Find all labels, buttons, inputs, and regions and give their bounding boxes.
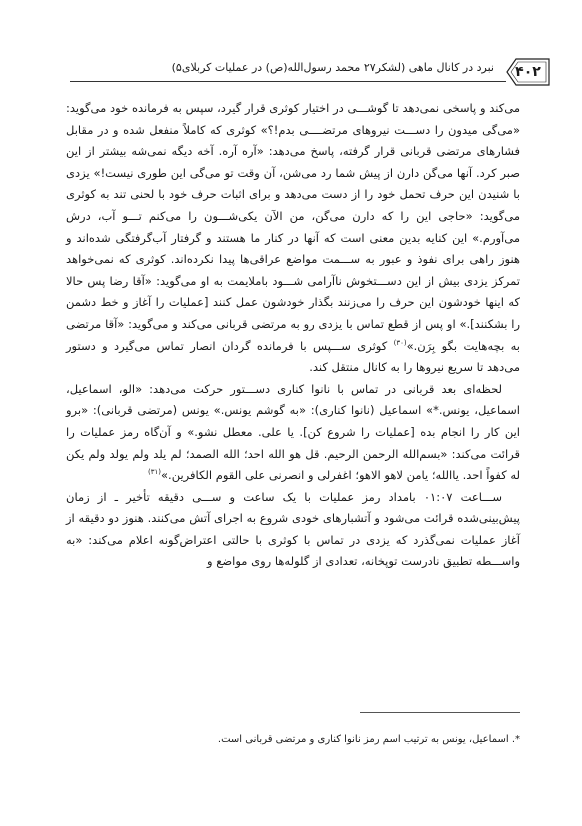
page-header <box>70 56 550 92</box>
paragraph-1 <box>66 98 520 379</box>
footnote-divider <box>360 712 520 713</box>
page-number-badge <box>506 58 550 86</box>
footnote: *. اسماعیل، یونس به ترتیب اسم رمز نانوا کناری و مرتضی قربانی است. <box>217 734 520 745</box>
page-number: ۴۰۲ <box>515 64 541 80</box>
reference-30: (۳۰) <box>393 338 407 347</box>
header-rule <box>70 81 506 82</box>
paragraph-3 <box>66 487 520 573</box>
main-text <box>66 98 520 573</box>
running-title: نبرد در کانال ماهی (لشکر۲۷ محمد رسول‌الله(ص) در عملیات کربلای۵) <box>171 61 494 74</box>
paragraph-2-text: لحظه‌ای بعد قربانی در تماس با نانوا کناری دســـتور حرکت می‌دهد: «الو، اسماعیل، اسماعیل، یونس.*» اسماعیل (نانوا کناری): «به گوشم یونس.» یونس (مرتضی قربانی): «برو این کار را انجام بده [عملیات را شروع کن]. یا علی. معطل نشو.» و آن‌گاه رمز عملیات را قرائت می‌کند: «بسم‌الله الرحمن الرحیم. قل هو الله احد؛ الله الصمد؛ لم یلد ولم یولد ولم یکن له کفواً احد. یاالله؛ یامن لاهو الاهو؛ اغفرلی و انصرنی علی القوم الکافرین.» <box>66 381 520 483</box>
reference-31: (۳۱) <box>148 468 162 477</box>
paragraph-1-tail: کوثری ســـپس با فرمانده گردان انصار تماس می‌گیرد و دستور می‌دهد تا سریع نیروها را به کانال منتقل کند. <box>66 338 520 375</box>
paragraph-1-text: می‌کند و پاسخی نمی‌دهد تا گوشـــی در اختیار کوثری قرار گیرد، سپس به فرمانده خود می‌گوید: «می‌گی میدون را دســـت نیروهای مرتضــــی بدم!؟» کوثری که کاملاً منفعل شده و در مقابل فشارهای مرتضی قربانی قرار گرفته، پاسخ می‌دهد: «آره آره. آخه دیگه نمی‌شه بیشتر از این صبر کرد. آنها می‌گن دارن از پیش شما رد می‌شن، آن وقت تو می‌گی این طوری نیست!» یزدی با شنیدن این حرف تحمل خود را از دست می‌دهد و برای اثبات حرف خود با لحنی تند به کوثری می‌گوید: «حاجی این را که دارن می‌گن، من الآن یکی‌شـــون را می‌کنم تـــو آب، درش می‌آورم.» این کنایه بدین معنی است که آنها در کنار ما هستند و گرفتار آب‌گرفتگی شده‌اند و هنوز راهی برای نفوذ و عبور به ســـمت مواضع عراقی‌ها پیدا نکرده‌اند. کوثری که نمی‌خواهد تمرکز یزدی بیش از این دســـتخوش ناآرامی شـــود باملایمت به او می‌گوید: «آقا رضا پس حالا که اینها خودشون این حرف را می‌زنند بگذار خودشون عمل کنند [عملیات را آغاز و خط دشمن را بشکنند].» او پس از قطع تماس با یزدی رو به مرتضی قربانی می‌کند و می‌گوید: «آقا مرتضی به بچه‌هایت بگو بِرَن.» <box>66 101 520 353</box>
paragraph-2 <box>66 379 520 487</box>
paragraph-3-text: ســـاعت ۰۱:۰۷ بامداد رمز عملیات با یک ساعت و ســـی دقیقه تأخیر ـ از زمان پیش‌بینی‌شده قرائت می‌شود و آتشبارهای خودی شروع به اجرای آتش می‌کنند. هنوز دو دقیقه از آغاز عملیات نمی‌گذرد که یزدی در تماس با کوثری با حالتی اعتراض‌گونه اعلام می‌کند: «به واســـطه تطبیق نادرست توپخانه، تعدادی از گلوله‌ها روی مواضع و <box>66 489 520 569</box>
